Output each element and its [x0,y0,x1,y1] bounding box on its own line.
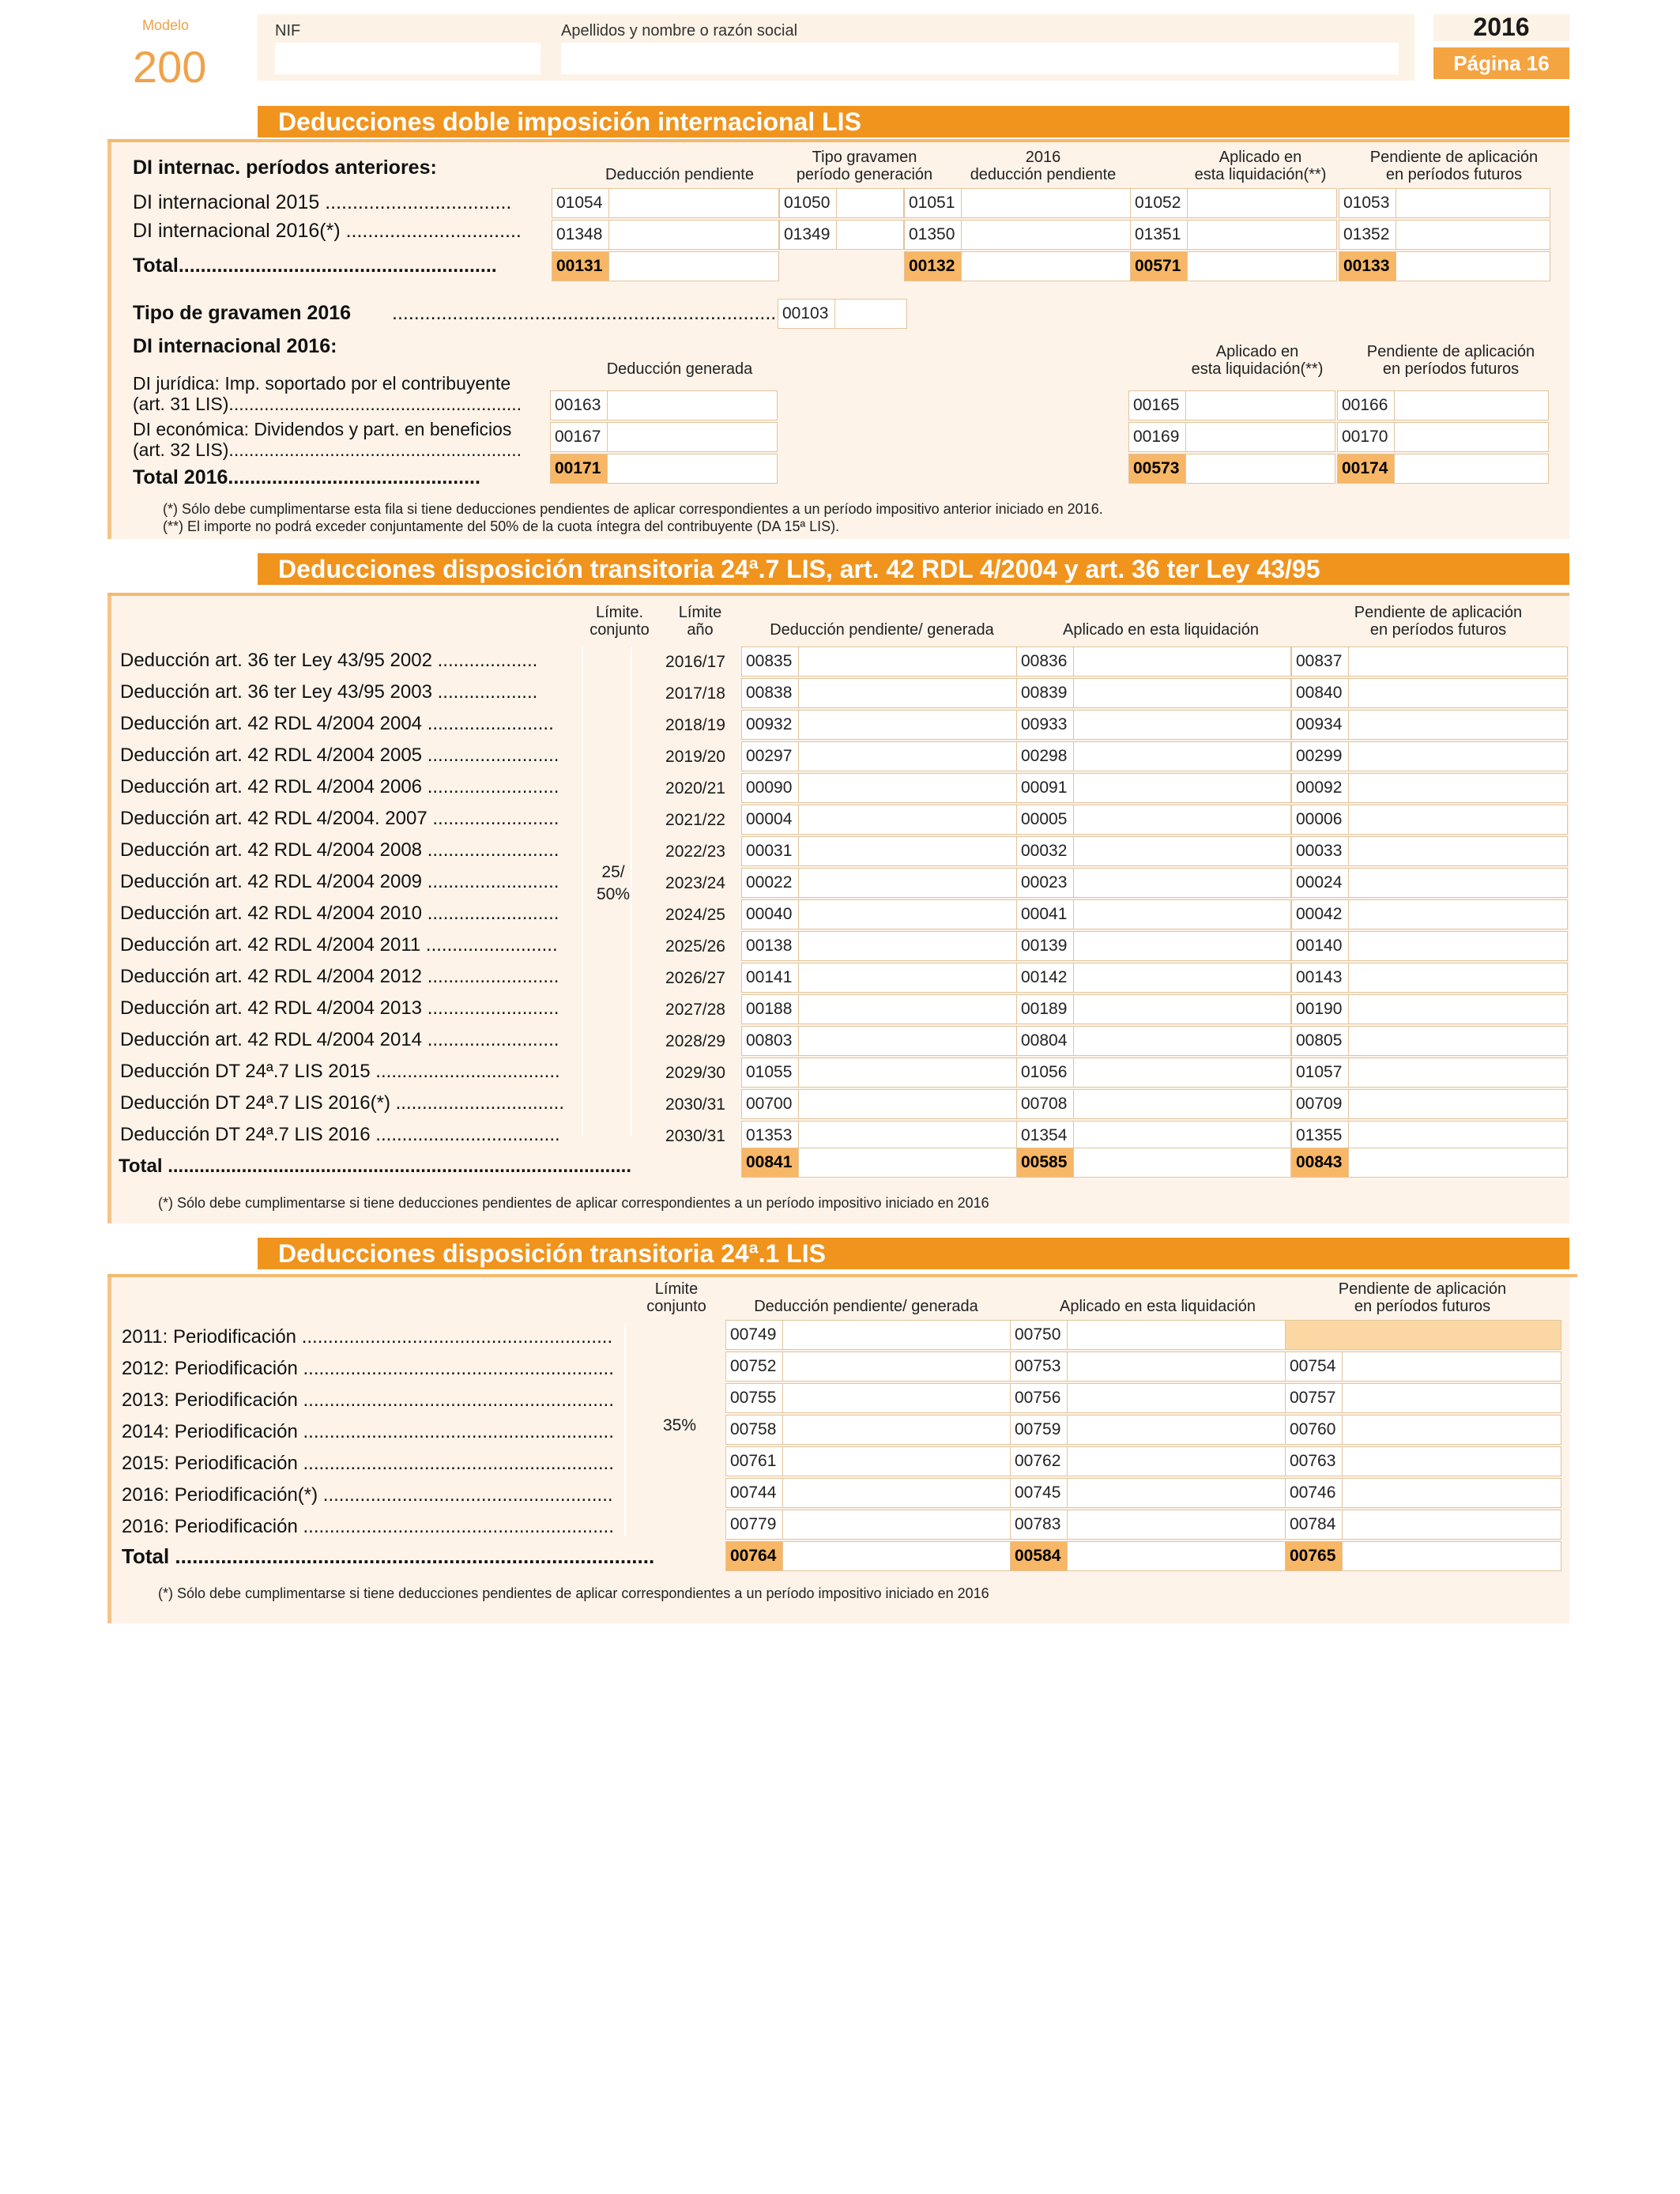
field-00755[interactable]: 00755 [725,1383,1013,1413]
field-00040[interactable]: 00040 [741,899,1018,929]
s1-h-2016: 2016 deducción pendiente [970,149,1117,183]
s3-row-label: 2012: Periodificación ........................................................... [122,1358,614,1379]
s3-limit-value: 35% [662,1416,697,1434]
field-00783[interactable]: 00783 [1010,1510,1288,1540]
field-00805[interactable]: 00805 [1291,1026,1568,1056]
s2-row-year: 2019/20 [665,748,725,766]
field-00749[interactable]: 00749 [725,1320,1013,1350]
field-01350[interactable]: 01350 [904,220,1133,250]
field-00571[interactable]: 00571 [1130,251,1337,281]
field-01050[interactable]: 01050 [779,188,904,218]
field-01348[interactable]: 01348 [552,220,779,250]
field-00836[interactable]: 00836 [1016,647,1291,677]
year: 2016 [1473,13,1530,41]
page-number: Página 16 [1433,47,1569,79]
modelo-label: Modelo [142,17,190,33]
field-00573[interactable]: 00573 [1128,454,1335,484]
s2-row-label: Deducción art. 42 RDL 4/2004 2012 ......................... [120,966,559,987]
s2-row-label: Deducción art. 42 RDL 4/2004 2013 ......................... [120,997,559,1019]
s1-note-1: (*) Sólo debe cumplimentarse esta fila si tiene deducciones pendientes de aplicar correspondientes a un período impositivo anterior iniciado en 2016. [163,501,1103,517]
s2-row-label: Deducción DT 24ª.7 LIS 2016 ................................... [120,1124,560,1145]
s1-tipo-dots: ...................................................................... [392,302,777,324]
field-00700[interactable]: 00700 [741,1089,1018,1119]
s2-row-year: 2027/28 [665,1001,725,1019]
field-00745[interactable]: 00745 [1010,1478,1288,1508]
field-disabled [1285,1320,1561,1350]
field-00837[interactable]: 00837 [1291,647,1568,677]
field-00042[interactable]: 00042 [1291,899,1568,929]
year-box [1433,14,1569,41]
field-00298[interactable]: 00298 [1016,741,1291,771]
field-00299[interactable]: 00299 [1291,741,1568,771]
s1-row-2015: DI internacional 2015 .................................. [133,191,512,213]
s2-row-year: 2017/18 [665,684,725,703]
s2-row-year: 2021/22 [665,811,725,829]
field-01355[interactable]: 01355 [1291,1121,1568,1151]
s2-row-year: 2024/25 [665,906,725,924]
s1-h-pendiente: Pendiente de aplicación en períodos futuros [1369,149,1539,183]
field-00024[interactable]: 00024 [1291,868,1568,898]
field-00142[interactable]: 00142 [1016,963,1291,993]
s1-subtitle-1: DI internac. períodos anteriores: [133,156,437,179]
field-00170[interactable]: 00170 [1337,422,1549,452]
field-00708[interactable]: 00708 [1016,1089,1291,1119]
s2-row-label: Deducción art. 36 ter Ley 43/95 2002 ................... [120,650,538,671]
field-00023[interactable]: 00023 [1016,868,1291,898]
field-00139[interactable]: 00139 [1016,931,1291,961]
s3-h-deduccion: Deducción pendiente/ generada [754,1298,978,1315]
s2-h-limite: Límite. conjunto [590,604,650,639]
s1-row-2016: DI internacional 2016(*) ................................ [133,220,522,242]
s2-row-label: Deducción art. 42 RDL 4/2004 2009 ......................... [120,871,559,892]
s3-note: (*) Sólo debe cumplimentarse si tiene deducciones pendientes de aplicar correspondientes a un período impositivo iniciado en 2016 [158,1585,989,1601]
s1-h-deduccion: Deducción pendiente [605,166,754,183]
field-00784[interactable]: 00784 [1285,1510,1561,1540]
field-00189[interactable]: 00189 [1016,994,1291,1024]
field-00031[interactable]: 00031 [741,836,1018,866]
s1-h-pendiente-2: Pendiente de aplicación en períodos futuros [1366,343,1535,378]
field-01056[interactable]: 01056 [1016,1057,1291,1088]
field-00759[interactable]: 00759 [1010,1415,1288,1445]
section3-title: Deducciones disposición transitoria 24ª.1 LIS [258,1238,1569,1269]
s2-row-label: Deducción art. 42 RDL 4/2004. 2007 ........................ [120,808,559,829]
s2-row-label: Deducción art. 42 RDL 4/2004 2004 ........................ [120,713,554,734]
field-00753[interactable]: 00753 [1010,1351,1288,1382]
field-00840[interactable]: 00840 [1291,678,1568,708]
identification-box [258,14,1414,81]
s1-row-juridica-a: DI jurídica: Imp. soportado por el contribuyente [133,373,511,394]
field-00033[interactable]: 00033 [1291,836,1568,866]
field-01055[interactable]: 01055 [741,1057,1018,1088]
field-01054[interactable]: 01054 [552,188,779,218]
field-01351[interactable]: 01351 [1130,220,1337,250]
field-00765[interactable]: 00765 [1285,1541,1561,1571]
field-00174[interactable]: 00174 [1337,454,1549,484]
s1-h-generada: Deducción generada [606,360,753,378]
field-00140[interactable]: 00140 [1291,931,1568,961]
nombre-input[interactable] [561,43,1399,74]
field-00165[interactable]: 00165 [1128,390,1335,420]
s1-tipo-label: Tipo de gravamen 2016 [133,302,352,324]
field-01053[interactable]: 01053 [1339,188,1550,218]
field-00138[interactable]: 00138 [741,931,1018,961]
s3-h-pendiente: Pendiente de aplicación en períodos futuros [1338,1280,1507,1315]
field-00143[interactable]: 00143 [1291,963,1568,993]
field-01352[interactable]: 01352 [1339,220,1550,250]
s3-row-label: 2011: Periodificación ........................................................... [122,1326,613,1348]
s2-row-label: Deducción DT 24ª.7 LIS 2015 ................................... [120,1061,560,1082]
s2-row-year: 2025/26 [665,937,725,956]
field-00103[interactable]: 00103 [778,299,907,329]
s1-subtitle-2: DI internacional 2016: [133,335,337,357]
s2-h-aplicado: Aplicado en esta liquidación [1063,621,1259,639]
s2-row-year: 2028/29 [665,1032,725,1050]
field-01052[interactable]: 01052 [1130,188,1337,218]
s2-row-label: Deducción art. 42 RDL 4/2004 2008 ......................... [120,839,559,861]
field-00763[interactable]: 00763 [1285,1446,1561,1476]
field-00585[interactable]: 00585 [1016,1148,1291,1178]
s2-row-label: Deducción art. 42 RDL 4/2004 2014 ......................... [120,1029,559,1050]
field-00090[interactable]: 00090 [741,773,1018,803]
s2-limit-value: 25/ 50% [596,863,631,903]
s1-row-juridica-b: (art. 31 LIS).......................................................... [133,394,522,414]
field-00022[interactable]: 00022 [741,868,1018,898]
field-00750[interactable]: 00750 [1010,1320,1288,1350]
field-00006[interactable]: 00006 [1291,805,1568,835]
field-00297[interactable]: 00297 [741,741,1018,771]
field-00758[interactable]: 00758 [725,1415,1013,1445]
field-00004[interactable]: 00004 [741,805,1018,835]
nif-input[interactable] [275,43,541,74]
field-01051[interactable]: 01051 [904,188,1133,218]
field-00190[interactable]: 00190 [1291,994,1568,1024]
field-00752[interactable]: 00752 [725,1351,1013,1382]
s2-row-label: Deducción DT 24ª.7 LIS 2016(*) ................................ [120,1092,565,1114]
s1-row-economica-b: (art. 32 LIS).......................................................... [133,439,522,460]
field-01353[interactable]: 01353 [741,1121,1018,1151]
field-00169[interactable]: 00169 [1128,422,1335,452]
s3-row-label: 2016: Periodificación ........................................................... [122,1516,614,1537]
field-00746[interactable]: 00746 [1285,1478,1561,1508]
field-00761[interactable]: 00761 [725,1446,1013,1476]
field-00131[interactable]: 00131 [552,251,779,281]
s3-h-limite: Límite conjunto [646,1280,706,1315]
s2-row-year: 2030/31 [665,1127,725,1145]
field-00933[interactable]: 00933 [1016,710,1291,740]
s2-row-label: Deducción art. 42 RDL 4/2004 2010 ......................... [120,903,559,924]
s2-row-label: Deducción art. 42 RDL 4/2004 2011 ......................... [120,934,558,956]
field-00803[interactable]: 00803 [741,1026,1018,1056]
field-00934[interactable]: 00934 [1291,710,1568,740]
field-00133[interactable]: 00133 [1339,251,1550,281]
field-00032[interactable]: 00032 [1016,836,1291,866]
s2-row-year: 2018/19 [665,716,725,734]
modelo-number: 200 [133,42,207,92]
s1-h-aplicado: Aplicado en esta liquidación(**) [1194,149,1327,183]
field-00092[interactable]: 00092 [1291,773,1568,803]
field-00756[interactable]: 00756 [1010,1383,1288,1413]
field-00779[interactable]: 00779 [725,1510,1013,1540]
field-00843[interactable]: 00843 [1291,1148,1568,1178]
s3-row-label: 2013: Periodificación ........................................................... [122,1389,614,1411]
field-00764[interactable]: 00764 [725,1541,1013,1571]
field-00760[interactable]: 00760 [1285,1415,1561,1445]
s1-h-tipo: Tipo gravamen período generación [796,149,933,183]
s1-row-economica-a: DI económica: Dividendos y part. en beneficios [133,419,512,439]
nombre-label: Apellidos y nombre o razón social [561,22,798,40]
s2-row-label: Deducción art. 42 RDL 4/2004 2005 ......................... [120,745,559,766]
s2-row-year: 2029/30 [665,1064,725,1082]
s2-row-label: Deducción art. 36 ter Ley 43/95 2003 ................... [120,681,538,703]
field-00841[interactable]: 00841 [741,1148,1018,1178]
s2-h-ano: Límite año [678,604,722,639]
s2-row-year: 2030/31 [665,1095,725,1114]
s1-h-aplicado-2: Aplicado en esta liquidación(**) [1191,343,1324,378]
s3-row-label: 2015: Periodificación ........................................................... [122,1453,614,1474]
s2-row-year: 2022/23 [665,843,725,861]
field-00091[interactable]: 00091 [1016,773,1291,803]
field-00584[interactable]: 00584 [1010,1541,1288,1571]
s2-note: (*) Sólo debe cumplimentarse si tiene deducciones pendientes de aplicar correspondientes a un período impositivo iniciado en 2016 [158,1195,989,1211]
field-01057[interactable]: 01057 [1291,1057,1568,1088]
field-00167[interactable]: 00167 [550,422,778,452]
nif-label: NIF [275,22,301,40]
field-00171[interactable]: 00171 [550,454,778,484]
s2-row-year: 2023/24 [665,874,725,892]
field-00804[interactable]: 00804 [1016,1026,1291,1056]
s2-h-deduccion: Deducción pendiente/ generada [770,621,994,639]
field-00835[interactable]: 00835 [741,647,1018,677]
s2-row-year: 2026/27 [665,969,725,987]
s1-row-total: Total.......................................................... [133,254,497,277]
field-01354[interactable]: 01354 [1016,1121,1291,1151]
field-00932[interactable]: 00932 [741,710,1018,740]
field-00709[interactable]: 00709 [1291,1089,1568,1119]
s2-total-label: Total ........................................................................................ [119,1155,631,1177]
s1-note-2: (**) El importe no podrá exceder conjuntamente del 50% de la cuota íntegra del contribuyente (DA 15ª LIS). [163,518,840,534]
field-00839[interactable]: 00839 [1016,678,1291,708]
section2-title: Deducciones disposición transitoria 24ª.7 LIS, art. 42 RDL 4/2004 y art. 36 ter Ley 43/95 [258,553,1569,585]
field-00166[interactable]: 00166 [1337,390,1549,420]
field-00188[interactable]: 00188 [741,994,1018,1024]
s3-h-aplicado: Aplicado en esta liquidación [1060,1298,1256,1315]
field-00754[interactable]: 00754 [1285,1351,1561,1382]
s2-h-pendiente: Pendiente de aplicación en períodos futuros [1354,604,1523,639]
field-00005[interactable]: 00005 [1016,805,1291,835]
section1-title: Deducciones doble imposición internacional LIS [258,106,1569,138]
field-00141[interactable]: 00141 [741,963,1018,993]
field-00132[interactable]: 00132 [904,251,1133,281]
s2-row-year: 2020/21 [665,779,725,797]
s2-row-year: 2016/17 [665,653,725,671]
field-00838[interactable]: 00838 [741,678,1018,708]
s3-total-label: Total .................................................................................... [122,1544,655,1568]
field-00041[interactable]: 00041 [1016,899,1291,929]
s2-row-label: Deducción art. 42 RDL 4/2004 2006 ......................... [120,776,559,797]
field-01349[interactable]: 01349 [779,220,904,250]
field-00762[interactable]: 00762 [1010,1446,1288,1476]
field-00744[interactable]: 00744 [725,1478,1013,1508]
s1-row-total-2016: Total 2016.............................................. [133,466,480,488]
s3-row-label: 2016: Periodificación(*) ....................................................... [122,1484,613,1506]
s3-row-label: 2014: Periodificación ........................................................... [122,1421,614,1442]
field-00163[interactable]: 00163 [550,390,778,420]
field-00757[interactable]: 00757 [1285,1383,1561,1413]
